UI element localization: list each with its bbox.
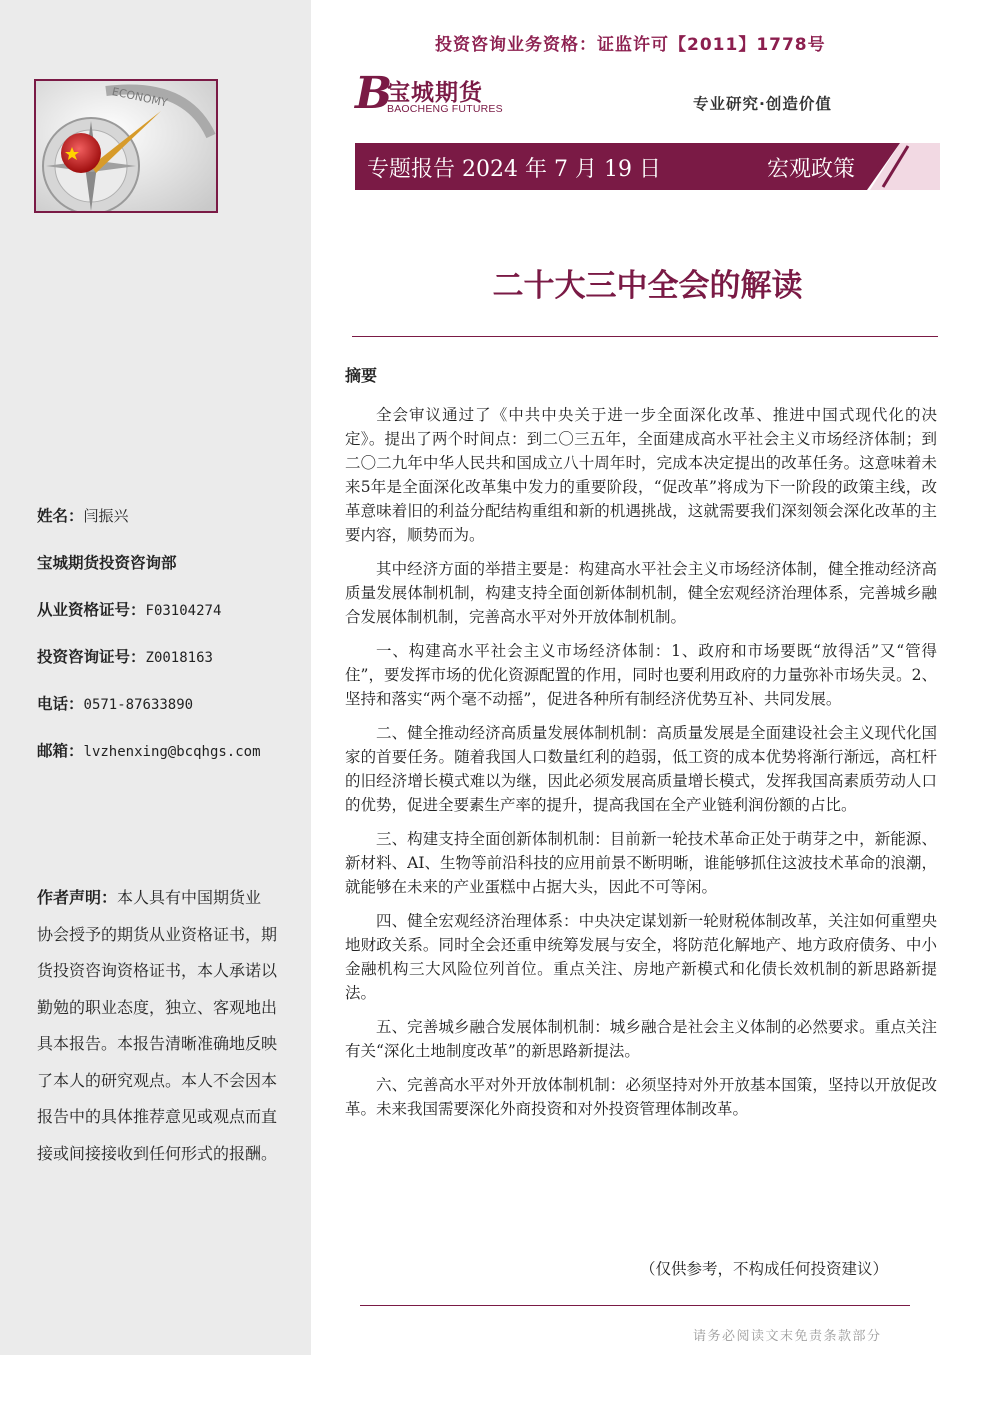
- paragraph: 一、构建高水平社会主义市场经济体制：1、政府和市场要既“放得活”又“管得住”，要发挥市场的优化资源配置的作用，同时也要利用政府的力量弥补市场失灵。2、坚持和落实“两个毫不动摇”，促进各种所有制经济优势互补、共同发展。: [345, 642, 937, 708]
- investment-note: （仅供参考，不构成任何投资建议）: [640, 1260, 889, 1278]
- phone-value: 0571-87633890: [83, 697, 194, 713]
- department-row: [37, 552, 302, 599]
- abstract-body: [345, 403, 937, 1131]
- consulting-cert-value: Z0018163: [145, 650, 213, 666]
- department-label: 宝城期货投资咨询部: [37, 554, 177, 572]
- paragraph: 其中经济方面的举措主要是：构建高水平社会主义市场经济体制，健全推动经济高质量发展体制机制，构建支持全面创新体制机制，健全宏观经济治理体系，完善城乡融合发展体制机制，完善高水平对外开放体制机制。: [345, 560, 937, 626]
- qualification-value: F03104274: [145, 603, 222, 619]
- paragraph: 三、构建支持全面创新体制机制：目前新一轮技术革命正处于萌芽之中，新能源、新材料、AI、生物等前沿科技的应用前景不断明晰，谁能够抓住这波技术革命的浪潮，就能够在未来的产业蛋糕中占据大头，因此不可等闲。: [345, 830, 937, 896]
- consulting-cert-label: 投资咨询证号：: [37, 648, 146, 666]
- qualification-row: [37, 599, 302, 646]
- economy-label: ECONOMY: [110, 85, 169, 110]
- paragraph: 五、完善城乡融合发展体制机制：城乡融合是社会主义体制的必然要求。重点关注有关“深化土地制度改革”的新思路新提法。: [345, 1018, 937, 1060]
- page-title: 二十大三中全会的解读: [492, 268, 803, 304]
- logo-mark-icon: B: [355, 68, 393, 119]
- company-logo: [355, 68, 525, 122]
- footer-text: 请务必阅读文末免责条款部分: [693, 1329, 882, 1344]
- email-row: [37, 740, 302, 787]
- disclaimer-text: 本人具有中国期货业协会授予的期货从业资格证书，期货投资咨询资格证书，本人承诺以勤勉的职业态度，独立、客观地出具本报告。本报告清晰准确地反映了本人的研究观点。本人不会因本报告中的具体推荐意见或观点而直接或间接接收到任何形式的报酬。: [37, 888, 278, 1163]
- author-name-value: 闫振兴: [83, 507, 129, 525]
- logo-cn: 宝城期货: [387, 80, 483, 106]
- phone-row: [37, 693, 302, 740]
- report-category: 宏观政策: [767, 157, 856, 182]
- sidebar: [0, 0, 311, 1355]
- author-info: [37, 505, 302, 787]
- consulting-cert-row: [37, 646, 302, 693]
- title-divider: [352, 336, 938, 337]
- report-banner: [355, 143, 940, 190]
- qualification-label: 从业资格证号：: [37, 601, 146, 619]
- author-name-label: 姓名：: [37, 507, 84, 525]
- email-label: 邮箱：: [37, 742, 84, 760]
- author-name-row: [37, 505, 302, 552]
- compass-image: [36, 81, 216, 211]
- abstract-heading: 摘要: [345, 366, 378, 385]
- author-disclaimer: [37, 880, 277, 1172]
- paragraph: 全会审议通过了《中共中央关于进一步全面深化改革、推进中国式现代化的决定》。提出了两个时间点：到二〇三五年，全面建成高水平社会主义市场经济体制；到二〇二九年中华人民共和国成立八十周年时，完成本决定提出的改革任务。这意味着未来5年是全面深化改革集中发力的重要阶段，“促改革”将成为下一阶段的政策主线，改革意味着旧的利益分配结构重组和新的机遇挑战，这就需要我们深刻领会深化改革的主要内容，顺势而为。: [345, 406, 937, 544]
- paragraph: 二、健全推动经济高质量发展体制机制：高质量发展是全面建设社会主义现代化国家的首要任务。随着我国人口数量红利的趋弱，低工资的成本优势将渐行渐远，高杠杆的旧经济增长模式难以为继，因此必须发展高质量增长模式，发挥我国高素质劳动人口的优势，促进全要素生产率的提升，提高我国在全产业链利润份额的占比。: [345, 724, 937, 814]
- slogan: 专业研究·创造价值: [693, 95, 832, 113]
- paragraph: 六、完善高水平对外开放体制机制：必须坚持对外开放基本国策，坚持以开放促改革。未来我国需要深化外商投资和对外投资管理体制改革。: [345, 1076, 937, 1118]
- logo-en: BAOCHENG FUTURES: [387, 103, 503, 115]
- email-value[interactable]: lvzhenxing@bcqhgs.com: [83, 744, 261, 760]
- footer-divider: [360, 1305, 910, 1306]
- paragraph: 四、健全宏观经济治理体系：中央决定谋划新一轮财税体制改革，关注如何重塑央地财政关系。同时全会还重申统筹发展与安全，将防范化解地产、地方政府债务、中小金融机构三大风险位列首位。重点关注、房地产新模式和化债长效机制的新思路新提法。: [345, 912, 937, 1002]
- cover-image: [34, 79, 218, 213]
- license-text: 投资咨询业务资格：证监许可【2011】1778号: [435, 35, 826, 55]
- report-type-date: 专题报告 2024 年 7 月 19 日: [367, 157, 661, 182]
- disclaimer-label: 作者声明：: [37, 888, 118, 907]
- phone-label: 电话：: [37, 695, 84, 713]
